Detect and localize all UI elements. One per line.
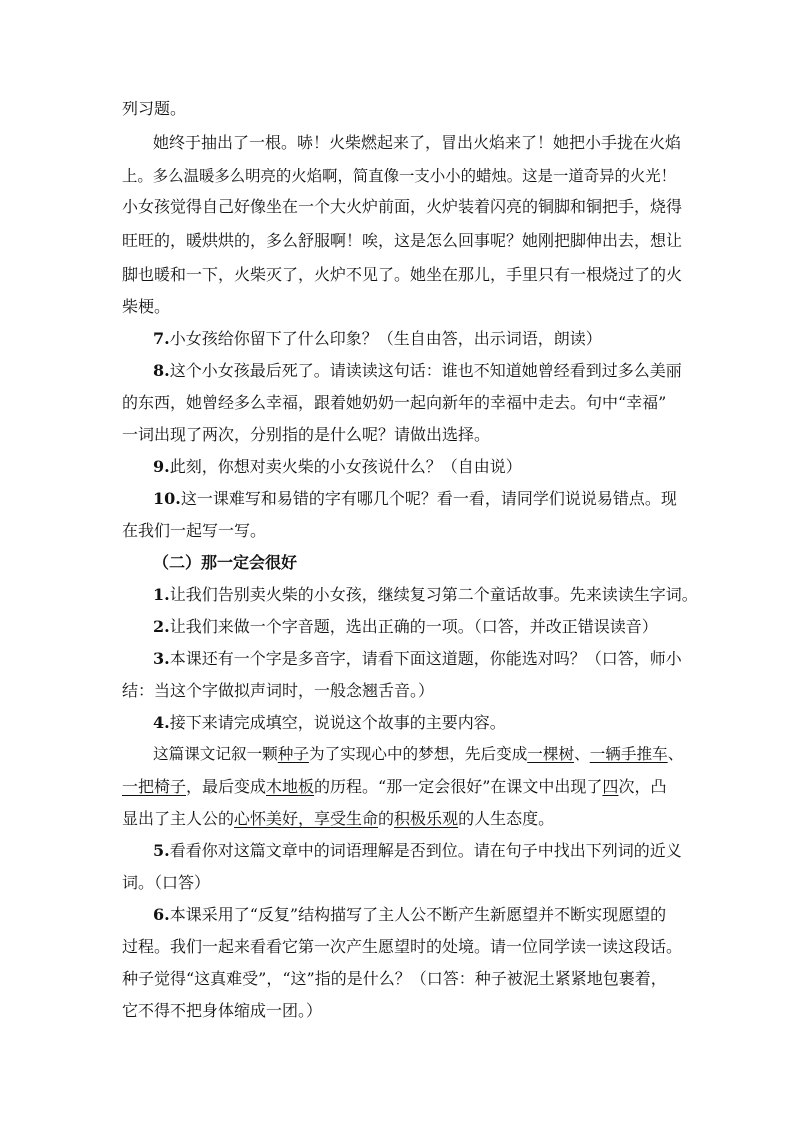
text-run: 本课还有一个字是多音字，请看下面这道题，你能选对吗？（口答，师小: [169, 649, 682, 668]
fill-answer: 四: [602, 777, 619, 796]
text-run: 它不得不把身体缩成一团。）: [122, 1001, 323, 1020]
text-run: 的历程。“那一定会很好”在课文中出现了: [314, 777, 603, 796]
text-run: 词。（口答）: [122, 873, 211, 892]
text-run: 让我们来做一个字音题，选出正确的一项。（口答，并改正错误读音）: [169, 617, 658, 636]
paragraph-line: [0, 934, 794, 968]
quote-line: [0, 262, 794, 296]
item-number: 7.: [153, 329, 170, 348]
fill-answer: 积极乐观: [394, 809, 459, 828]
item-number: 1.: [153, 585, 170, 604]
item-number: 8.: [153, 361, 170, 380]
item-2: [0, 614, 794, 648]
text-run: 这篇课文记叙一颗: [153, 745, 278, 763]
summary-line: [0, 774, 794, 808]
text-run: 这一课难写和易错的字有哪几个呢？看一看，请同学们说说易错点。现: [180, 489, 677, 508]
paragraph-line: [0, 966, 794, 1000]
text-run: 脚也暖和一下，火柴灭了，火炉不见了。她坐在那儿，手里只有一根烧过了的火: [122, 265, 683, 284]
text-run: 列习题。: [122, 99, 187, 118]
quote-line: [0, 228, 794, 262]
text-run: 在我们一起写一写。: [122, 521, 267, 540]
paragraph-line: [0, 422, 794, 456]
item-number: 4.: [153, 713, 170, 732]
text-run: 这个小女孩最后死了。请读读这句话：谁也不知道她曾经看到过多么美丽: [169, 361, 682, 380]
paragraph-line: [0, 518, 794, 552]
item-number: 10.: [153, 489, 181, 508]
text-run: 小女孩觉得自己好像坐在一个大火炉前面，火炉装着闪亮的铜脚和铜把手，烧得: [122, 197, 683, 216]
item-3: [0, 646, 794, 680]
item-4: [0, 710, 794, 744]
item-number: 2.: [153, 617, 170, 636]
question-8: [0, 358, 794, 392]
text-run: 结：当这个字做拟声词时，一般念翘舌音。）: [122, 681, 435, 700]
fill-answer: 木地板: [266, 777, 315, 796]
paragraph-line: [0, 96, 794, 130]
fill-answer: 心怀美好，享受生命: [234, 809, 379, 828]
text-run: 接下来请完成填空，说说这个故事的主要内容。: [169, 713, 506, 732]
text-run: 看看你对这篇文章中的词语理解是否到位。请在句子中找出下列词的近义: [169, 841, 682, 860]
quote-line: [0, 130, 794, 164]
fill-answer: 一棵树: [527, 745, 575, 763]
question-10: [0, 486, 794, 520]
fill-answer: 一辆手推车: [589, 745, 668, 763]
text-run: 的人生态度。: [458, 809, 555, 828]
item-5: [0, 838, 794, 872]
text-run: 、: [574, 745, 590, 763]
text-run: 为了实现心中的梦想，先后变成: [308, 745, 528, 763]
item-6: [0, 902, 794, 936]
text-run: 本课采用了“反复”结构描写了主人公不断产生新愿望并不断实现愿望的: [169, 905, 667, 924]
item-number: 5.: [153, 841, 170, 860]
paragraph-line: [0, 998, 794, 1032]
fill-answer: 种子: [277, 745, 309, 763]
text-run: 的: [378, 809, 395, 828]
question-7: [0, 326, 794, 360]
fill-answer: 一把椅子: [122, 777, 187, 796]
text-run: 旺旺的，暖烘烘的，多么舒服啊！唉，这是怎么回事呢？她刚把脚伸出去，想让: [122, 231, 683, 250]
question-9: [0, 454, 794, 488]
text-run: 她终于抽出了一根。哧！火柴燃起来了，冒出火焰来了！她把小手拢在火焰: [153, 133, 682, 152]
paragraph-line: [0, 678, 794, 712]
text-run: 的东西，她曾经多么幸福，跟着她奶奶一起向新年的幸福中走去。句中“幸福”: [122, 393, 667, 412]
item-1: [0, 582, 794, 616]
quote-line: [0, 164, 794, 198]
text-run: 过程。我们一起来看看它第一次产生愿望时的处境。请一位同学读一读这段话。: [122, 937, 683, 956]
item-number: 3.: [153, 649, 170, 668]
item-number: 6.: [153, 905, 170, 924]
text-run: 柴梗。: [122, 297, 171, 316]
summary-line: [0, 806, 794, 840]
quote-line: [0, 294, 794, 328]
text-run: 、: [667, 745, 684, 763]
item-number: 9.: [153, 457, 170, 476]
text-run: 次，凸: [618, 777, 667, 796]
section-title: （二）那一定会很好: [153, 553, 298, 572]
paragraph-line: [0, 390, 794, 424]
text-run: 上。多么温暖多么明亮的火焰啊，简直像一支小小的蜡烛。这是一道奇异的火光！: [122, 167, 677, 185]
summary-line: [0, 742, 794, 776]
text-run: 让我们告别卖火柴的小女孩，继续复习第二个童话故事。先来读读生字词。: [169, 585, 698, 604]
quote-line: [0, 194, 794, 228]
text-run: ，最后变成: [186, 777, 267, 796]
text-run: 种子觉得“这真难受”，“这”指的是什么？（口答：种子被泥土紧紧地包裹着，: [122, 969, 667, 988]
paragraph-line: [0, 870, 794, 904]
text-run: 一词出现了两次，分别指的是什么呢？请做出选择。: [122, 425, 491, 444]
text-run: 小女孩给你留下了什么印象？（生自由答，出示词语，朗读）: [169, 329, 602, 348]
section-heading: [0, 550, 794, 584]
text-run: 此刻，你想对卖火柴的小女孩说什么？（自由说）: [169, 457, 522, 476]
text-run: 显出了主人公的: [122, 809, 235, 828]
